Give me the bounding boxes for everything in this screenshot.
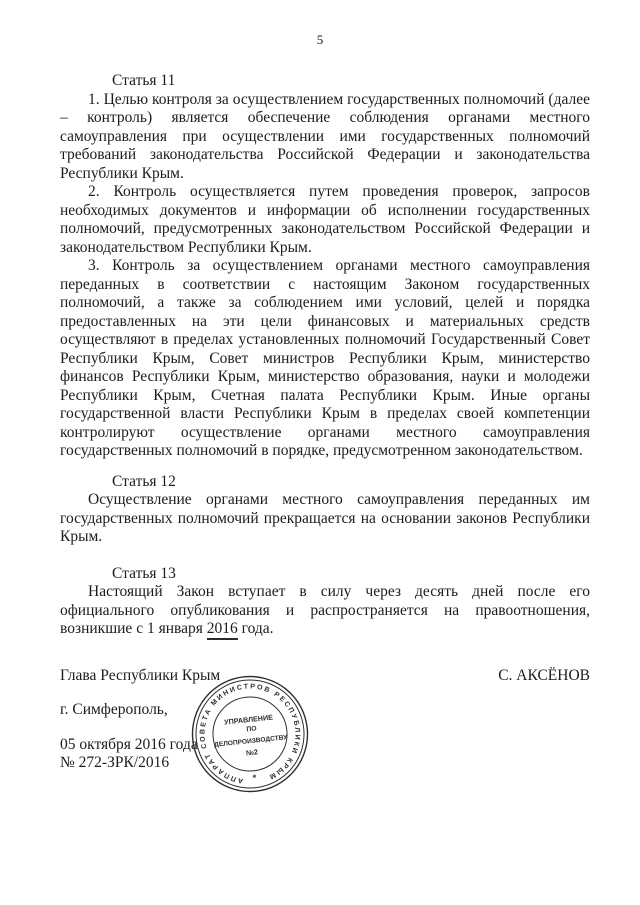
article-13-text-before: Настоящий Закон вступает в силу через десять дней после его официального опубликования и распространяется на правоотношения, возникшие с 1 января — [60, 583, 590, 637]
city-line: г. Симферополь, — [60, 701, 168, 718]
document-body — [0, 72, 640, 773]
date-block — [60, 736, 590, 773]
article-13-heading: Статья 13 — [112, 564, 176, 582]
stamp-center-line-1: УПРАВЛЕНИЕ — [223, 712, 274, 727]
article-13-paragraph-1 — [60, 583, 590, 639]
article-13-text-after: года. — [237, 620, 274, 637]
stamp-star-icon: * — [252, 772, 257, 783]
stamp-center-line-4: №2 — [245, 747, 259, 758]
signature-row — [60, 667, 590, 686]
stamp-ring-text: АППАРАТ СОВЕТА МИНИСТРОВ РЕСПУБЛИКИ КРЫМ — [199, 683, 301, 785]
signer-post: Глава Республики Крым — [60, 666, 221, 684]
article-11-paragraph-1: 1. Целью контроля за осуществлением государственных полномочий (далее – контроль) является обеспечение соблюдения органами местного самоуправления при осуществлении ими государственных полномочий требований законодательства Российской Федерации и законодательства Республики Крым. — [60, 90, 590, 182]
document-number: № 272-ЗРК/2016 — [60, 754, 170, 771]
document-date: 05 октября 2016 года — [60, 735, 198, 753]
article-11-heading: Статья 11 — [112, 72, 176, 89]
article-11-paragraph-3: 3. Контроль за осуществлением органами местного самоуправления переданных в соответствии с настоящим Законом государственных полномочий, а также за соблюдением ими условий, целей и порядка предоставленных на эти цели финансовых и материальных средств осуществляют в пределах установленных полномочий Государственный Совет Республики Крым, Совет министров Республики Крым, министерство финансов Республики Крым, министерство образования, науки и молодежи Республики Крым, Счетная палата Республики Крым. Иные органы государственной власти Республики Крым в пределах своей компетенции контролируют осуществление органами местного самоуправления государственных полномочий в порядке, предусмотренном законодательством. — [60, 257, 590, 459]
page-number: 5 — [316, 32, 324, 47]
stamp-center-line-3: ДЕЛОПРОИЗВОДСТВУ — [213, 734, 288, 749]
article-12-heading: Статья 12 — [112, 472, 176, 490]
underlined-year: 2016 — [207, 620, 238, 640]
article-11-paragraph-2: 2. Контроль осуществляется путем проведения проверок, запросов необходимых документов и информации об исполнении государственных полномочий, предусмотренных законодательством Российской Федерации и законодательством Республики Крым. — [60, 183, 590, 256]
article-12-paragraph-1: Осуществление органами местного самоуправления переданных им государственных полномочий прекращается на основании законов Республики Крым. — [60, 491, 590, 545]
signer-name: С. АКСЁНОВ — [498, 666, 590, 684]
stamp-center-line-2: ПО — [246, 725, 257, 734]
